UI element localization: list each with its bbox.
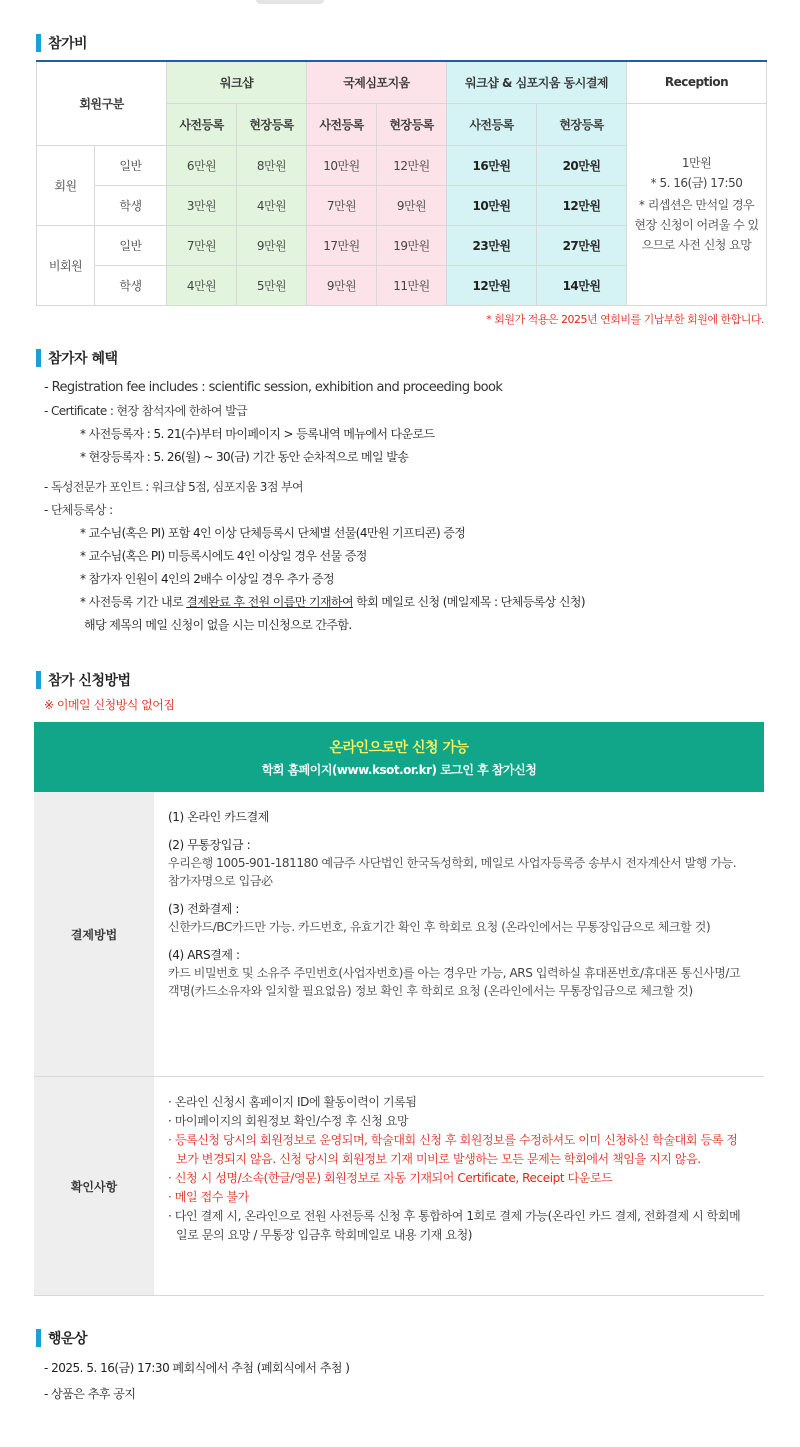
fee-cell: 4만원 <box>237 185 307 225</box>
reception-header: Reception <box>627 61 767 103</box>
fee-cell: 9만원 <box>377 185 447 225</box>
fee-cell: 12만원 <box>537 185 627 225</box>
fee-cell: 7만원 <box>307 185 377 225</box>
fee-cell: 12만원 <box>377 145 447 185</box>
combined-header: 워크샵 & 심포지움 동시결제 <box>447 61 627 103</box>
check-items-box <box>34 1077 764 1296</box>
section-header-benefit <box>36 348 118 368</box>
fee-cell: 6만원 <box>167 145 237 185</box>
payment-item-desc: 신한카드/BC카드만 가능. 카드번호, 유효기간 확인 후 학회로 요청 (온라인에서는 무통장입금으로 체크할 것) <box>168 920 711 934</box>
payment-item-title: (1) 온라인 카드결제 <box>168 810 269 824</box>
fee-cell: 23만원 <box>447 225 537 265</box>
check-items-content <box>154 1077 764 1295</box>
payment-item-title: (3) 전화결제 : <box>168 902 240 916</box>
fee-cell: 16만원 <box>447 145 537 185</box>
check-item-warning: · 메일 접수 불가 <box>168 1190 249 1204</box>
section-accent-bar <box>36 1329 41 1347</box>
fee-cell: 5만원 <box>237 265 307 305</box>
luck-line: - 2025. 5. 16(금) 17:30 폐회식에서 추첨 (폐회식에서 추첨 ) <box>44 1361 350 1375</box>
workshop-onsite-header: 현장등록 <box>237 103 307 145</box>
fee-cell: 11만원 <box>377 265 447 305</box>
fee-cell: 27만원 <box>537 225 627 265</box>
payment-item-desc: 카드 비밀번호 및 소유주 주민번호(사업자번호)를 아는 경우만 가능, ARS 입력하실 휴대폰번호/휴대폰 통신사명/고객명(카드소유자와 일치할 필요없음) 정보 확인 후 학회로 요청 (온라인에서는 무통장입금으로 체크할 것) <box>168 966 741 998</box>
benefit-line: - Certificate : 현장 참석자에 한하여 발급 <box>44 404 248 418</box>
section-accent-bar <box>36 349 41 367</box>
check-item: · 마이페이지의 회원정보 확인/수정 후 신청 요망 <box>168 1114 409 1128</box>
banner-sub-text: 학회 홈페이지(www.ksot.or.kr) 로그인 후 참가신청 <box>261 763 537 777</box>
row-type: 학생 <box>95 265 167 305</box>
section-title-luck: 행운상 <box>48 1331 88 1347</box>
benefit-line: - Registration fee includes : scientific session, exhibition and proceeding book <box>44 380 503 395</box>
combined-pre-header: 사전등록 <box>447 103 537 145</box>
fee-cell: 7만원 <box>167 225 237 265</box>
symposium-header: 국제심포지움 <box>307 61 447 103</box>
fee-cell: 3만원 <box>167 185 237 225</box>
section-accent-bar <box>36 34 41 52</box>
fee-cell: 10만원 <box>307 145 377 185</box>
benefit-sub-line: * 교수님(혹은 PI) 포함 4인 이상 단체등록시 단체별 선물(4만원 기프티콘) 증정 <box>80 526 466 540</box>
benefit-line: - 단체등록상 : <box>44 503 113 517</box>
luck-list <box>44 1358 349 1410</box>
fee-cell: 4만원 <box>167 265 237 305</box>
check-item: · 다인 결제 시, 온라인으로 전원 사전등록 신청 후 통합하여 1회로 결제 가능(온라인 카드 결제, 전화결제 시 학회메일로 문의 요망 / 무통장 입금후 학회메일로 내용 기재 요청) <box>168 1209 741 1242</box>
combined-onsite-header: 현장등록 <box>537 103 627 145</box>
fee-cell: 14만원 <box>537 265 627 305</box>
reception-price: 1만원 <box>681 156 712 170</box>
benefit-sub-line: 해당 제목의 메일 신청이 없을 시는 미신청으로 간주함. <box>84 618 352 632</box>
benefit-sub-line: * 사전등록자 : 5. 21(수)부터 마이페이지 > 등록내역 메뉴에서 다운로드 <box>80 427 435 441</box>
check-items-label: 확인사항 <box>34 1077 154 1295</box>
fee-cell: 12만원 <box>447 265 537 305</box>
fee-cell: 19만원 <box>377 225 447 265</box>
online-only-banner <box>34 722 764 792</box>
section-header-luck <box>36 1328 87 1348</box>
benefit-line: - 독성전문가 포인트 : 워크샵 5점, 심포지움 3점 부여 <box>44 480 304 494</box>
section-header-apply <box>36 670 131 690</box>
payment-item <box>168 946 748 1000</box>
payment-item <box>168 808 748 826</box>
no-email-note: ※ 이메일 신청방식 없어짐 <box>44 698 175 712</box>
top-tab-indicator <box>256 0 324 4</box>
fee-cell: 9만원 <box>237 225 307 265</box>
benefit-sub-line: * 현장등록자 : 5. 26(월) ~ 30(금) 기간 동안 순차적으로 메일 발송 <box>80 450 409 464</box>
payment-item-title: (4) ARS결제 : <box>168 948 240 962</box>
benefit-sub-line: * 참가자 인원이 4인의 2배수 이상일 경우 추가 증정 <box>80 572 335 586</box>
benefit-text: 학회 메일로 신청 (메일제목 : 단체등록상 신청) <box>352 595 585 609</box>
symposium-pre-header: 사전등록 <box>307 103 377 145</box>
fee-cell: 9만원 <box>307 265 377 305</box>
fee-cell: 8만원 <box>237 145 307 185</box>
benefit-sub-line <box>44 592 764 615</box>
member-type-header: 회원구분 <box>37 61 167 145</box>
fee-cell: 17만원 <box>307 225 377 265</box>
benefit-list <box>44 378 764 638</box>
banner-main-text: 온라인으로만 신청 가능 <box>329 740 469 756</box>
check-item: · 온라인 신청시 홈페이지 ID에 활동이력이 기록됨 <box>168 1095 417 1109</box>
section-title-benefit: 참가자 혜택 <box>48 351 118 367</box>
section-title-fee: 참가비 <box>48 36 88 52</box>
fee-cell: 20만원 <box>537 145 627 185</box>
workshop-pre-header: 사전등록 <box>167 103 237 145</box>
check-item-warning: · 등록신청 당시의 회원정보로 운영되며, 학술대회 신청 후 회원정보를 수정하셔도 이미 신청하신 학술대회 등록 정보가 변경되지 않음. 신청 당시의 회원정보 기재 미비로 발생하는 모든 문제는 학회에서 책임을 지지 않음. <box>168 1133 738 1166</box>
payment-item-desc: 우리은행 1005-901-181180 예금주 사단법인 한국독성학회, 메일로 사업자등록증 송부시 전자계산서 발행 가능. 참가자명으로 입금必 <box>168 856 737 888</box>
benefit-text-underlined: 결제완료 후 전원 이름만 기재하여 <box>186 595 353 609</box>
luck-line: - 상품은 추후 공지 <box>44 1387 136 1401</box>
reception-note: * 리셉션은 만석일 경우 현장 신청이 어려울 수 있으므로 사전 신청 요망 <box>634 198 759 252</box>
row-type: 일반 <box>95 225 167 265</box>
row-group-nonmember: 비회원 <box>37 225 95 305</box>
payment-method-box <box>34 792 764 1077</box>
payment-method-content <box>154 792 764 1076</box>
benefit-text: * 사전등록 기간 내로 <box>80 595 187 609</box>
row-type: 일반 <box>95 145 167 185</box>
row-group-member: 회원 <box>37 145 95 225</box>
section-accent-bar <box>36 671 41 689</box>
fee-cell: 10만원 <box>447 185 537 225</box>
reception-info <box>627 103 767 305</box>
section-title-apply: 참가 신청방법 <box>48 673 131 689</box>
payment-item <box>168 836 748 890</box>
row-type: 학생 <box>95 185 167 225</box>
workshop-header: 워크샵 <box>167 61 307 103</box>
section-header-fee <box>36 33 87 53</box>
payment-method-label: 결제방법 <box>34 792 154 1076</box>
payment-item <box>168 900 748 936</box>
symposium-onsite-header: 현장등록 <box>377 103 447 145</box>
payment-item-title: (2) 무통장입금 : <box>168 838 251 852</box>
benefit-sub-line: * 교수님(혹은 PI) 미등록시에도 4인 이상일 경우 선물 증정 <box>80 549 367 563</box>
check-item-warning: · 신청 시 성명/소속(한글/영문) 회원정보로 자동 기재되어 Certificate, Receipt 다운로드 <box>168 1171 613 1185</box>
fee-table <box>36 60 767 306</box>
fee-note: * 회원가 적용은 2025년 연회비를 기납부한 회원에 한합니다. <box>486 313 764 326</box>
reception-deadline: * 5. 16(금) 17:50 <box>650 176 743 190</box>
